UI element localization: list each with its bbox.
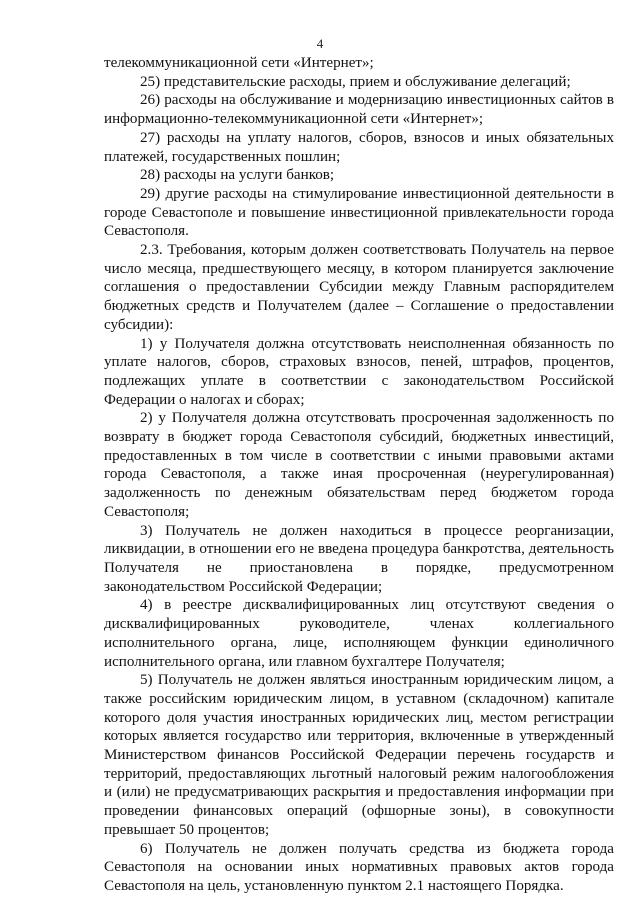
requirement-1: 1) у Получателя должна отсутствовать неисполненная обязанность по уплате налогов, сборов, страховых взносов, пеней, штрафов, процентов, подлежащих уплате в соответствии с законодательством Российской Федерации о налогах и сборах; (104, 335, 614, 408)
list-item-29: 29) другие расходы на стимулирование инвестиционной деятельности в городе Севастополе и повышение инвестиционной привлекательности города Севастополя. (104, 185, 614, 240)
list-item-25: 25) представительские расходы, прием и обслуживание делегаций; (140, 73, 571, 90)
requirement-2: 2) у Получателя должна отсутствовать просроченная задолженность по возврату в бюджет города Севастополя субсидий, бюджетных инвестиций, предоставленных в том числе в соответствии с иными правовыми актами города Севастополя, а также иная просроченная (неурегулированная) задолженность по денежным обязательствам перед бюджетом города Севастополя; (104, 410, 614, 520)
list-item-28: 28) расходы на услуги банков; (140, 167, 335, 184)
section-2-3: 2.3. Требования, которым должен соответствовать Получатель на первое число месяца, предшествующего месяцу, в котором планируется заключение соглашения о предоставлении Субсидии между Главным распорядителем бюджетных средств и Получателем (далее – Соглашение о предоставлении субсидии): (104, 242, 614, 333)
requirement-4: 4) в реестре дисквалифицированных лиц отсутствуют сведения о дисквалифицированных руководителе, членах коллегиального исполнительного органа, лице, исполняющем функции единоличного исполнительного органа, или главном бухгалтере Получателя; (104, 597, 614, 670)
list-item-26: 26) расходы на обслуживание и модернизацию инвестиционных сайтов в информационно-телекоммуникационной сети «Интернет»; (104, 92, 614, 128)
requirement-3: 3) Получатель не должен находиться в процессе реорганизации, ликвидации, в отношении его не введена процедура банкротства, деятельность Получателя не приостановлена в порядке, предусмотренном законодательством Российской Федерации; (104, 522, 614, 595)
paragraph-continuation: телекоммуникационной сети «Интернет»; (104, 55, 374, 71)
page-number: 4 (316, 36, 324, 51)
requirement-6: 6) Получатель не должен получать средства из бюджета города Севастополя на основании иных нормативных правовых актов города Севастополя на цель, установленную пунктом 2.1 настоящего Порядка. (104, 840, 614, 894)
list-item-27: 27) расходы на уплату налогов, сборов, взносов и иных обязательных платежей, государственных пошлин; (104, 129, 614, 165)
requirement-5: 5) Получатель не должен являться иностранным юридическим лицом, а также российским юридическим лицом, в уставном (складочном) капитале которого доля участия иностранных юридических лиц, местом регистрации которых является государство или территория, включенные в утвержденный Министерством финансов Российской Федерации перечень государств и территорий, предоставляющих льготный налоговый режим налогообложения и (или) не предусматривающих раскрытия и предоставления информации при проведении финансовых операций (офшорные зоны), в совокупности превышает 50 процентов; (104, 672, 614, 838)
document-body (104, 54, 614, 896)
